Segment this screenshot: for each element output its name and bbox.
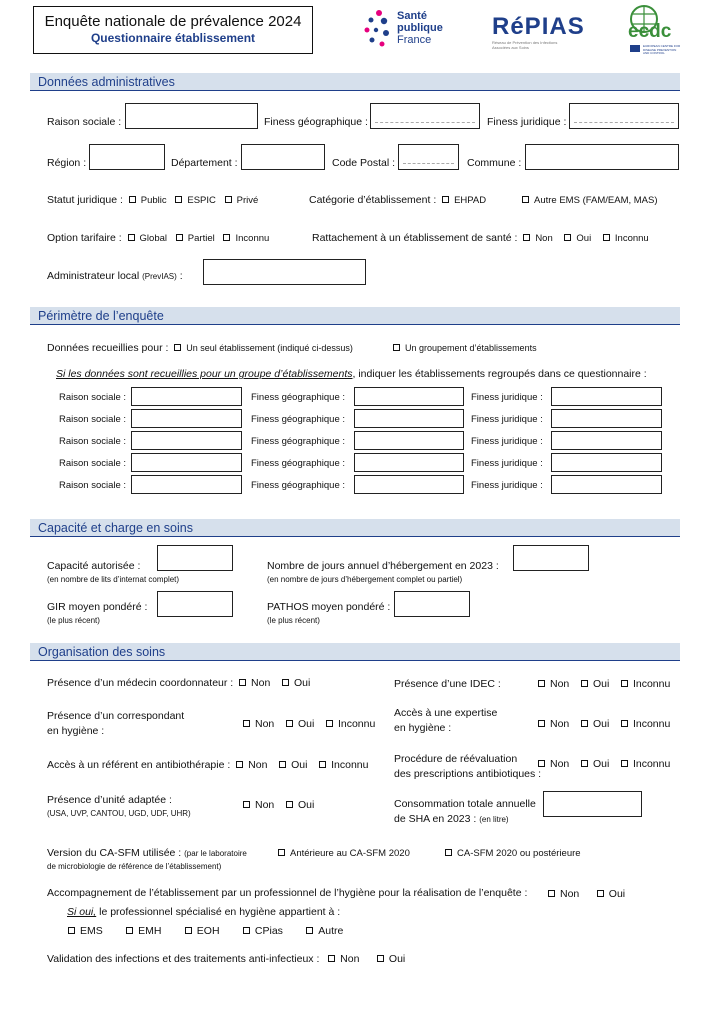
expertise-inconnu-label: Inconnu [632, 718, 671, 730]
referent-label: Accès à un référent en antibiothérapie : [47, 759, 231, 771]
corresp-oui-label: Oui [297, 718, 315, 730]
grp-finess-geo-label: Finess géographique : [251, 436, 346, 447]
seul-label: Un seul établissement (indiqué ci-dessus) [186, 343, 353, 353]
accomp-options [548, 888, 625, 900]
title-box [33, 6, 313, 54]
autre-ems-row [522, 194, 658, 207]
inconnu-checkbox[interactable] [223, 234, 230, 241]
categorie-label: Catégorie d’établissement : [309, 194, 437, 206]
global-label: Global [139, 233, 168, 244]
referent-inconnu-checkbox[interactable] [319, 761, 326, 768]
grp-finess-geo-label: Finess géographique : [251, 414, 346, 425]
emh-label: EMH [138, 925, 162, 937]
expertise-oui-checkbox[interactable] [581, 720, 588, 727]
unite-oui-label: Oui [297, 799, 315, 811]
proc-inconnu-checkbox[interactable] [621, 760, 628, 767]
si-groupe-italic: Si les données sont recueillies pour un groupe d’établissements [56, 368, 353, 380]
repias-logo [492, 14, 592, 58]
ehpad-label: EHPAD [454, 195, 487, 206]
corresp-non-checkbox[interactable] [243, 720, 250, 727]
sha-sub: (en litre) [479, 815, 509, 824]
grp-finess-geo-label: Finess géographique : [251, 480, 346, 491]
capacite-label: Capacité autorisée : [47, 560, 141, 572]
autre-ems-checkbox[interactable] [522, 196, 529, 203]
eoh-label: EOH [196, 925, 220, 937]
espic-checkbox[interactable] [175, 196, 182, 203]
ehpad-checkbox[interactable] [442, 196, 449, 203]
validation-non-label: Non [340, 953, 360, 965]
medecin-label: Présence d’un médecin coordonnateur : [47, 677, 234, 689]
section-capa [30, 519, 680, 537]
pathos-input[interactable] [394, 591, 470, 617]
pathos-label: PATHOS moyen pondéré : [267, 601, 391, 613]
ecdc-logo [622, 4, 692, 58]
spf-logo [362, 6, 462, 56]
grp-finess-geo-input[interactable] [354, 453, 464, 472]
unite-oui-checkbox[interactable] [286, 801, 293, 808]
referent-row [47, 759, 368, 771]
anterieure-row [278, 847, 410, 860]
emh-checkbox[interactable] [126, 927, 133, 934]
grp-raison-label: Raison sociale : [59, 480, 127, 491]
partiel-label: Partiel [187, 233, 215, 244]
donnees-row [47, 342, 353, 354]
section-orga-title: Organisation des soins [38, 645, 166, 659]
accomp-label: Accompagnement de l’établissement par un professionnel de l’hygiène pour la réalisation de l’enquête : [47, 887, 528, 899]
rattach-inconnu-checkbox[interactable] [603, 234, 610, 241]
proc-label-2: des prescriptions antibiotiques : [394, 768, 542, 780]
cpias-label: CPias [254, 925, 283, 937]
referent-inconnu-label: Inconnu [331, 759, 369, 771]
jours-input[interactable] [513, 545, 589, 571]
spf-line-1: Santé [397, 10, 427, 22]
groupement-row [393, 342, 537, 354]
region-label: Région : [47, 157, 87, 169]
gir-input[interactable] [157, 591, 233, 617]
rattach-oui-label: Oui [576, 233, 592, 244]
public-label: Public [140, 195, 167, 206]
casfm-sub-2: de microbiologie de référence de l’établissement) [47, 862, 222, 871]
pro-options [68, 925, 343, 937]
validation-oui-label: Oui [388, 953, 406, 965]
sha-label-2-text: de SHA en 2023 : [394, 813, 477, 825]
admin-local-row: Administrateur local (PrevIAS) : [47, 270, 183, 282]
casfm-sub-1: (par le laboratoire [184, 849, 247, 858]
spf-dots-icon [362, 6, 398, 56]
expertise-non-checkbox[interactable] [538, 720, 545, 727]
dept-input[interactable] [241, 144, 325, 170]
expertise-inconnu-checkbox[interactable] [621, 720, 628, 727]
validation-non-checkbox[interactable] [328, 955, 335, 962]
grp-raison-input[interactable] [131, 475, 242, 494]
anterieure-checkbox[interactable] [278, 849, 285, 856]
corresp-label-1: Présence d’un correspondant [47, 710, 185, 722]
accomp-non-checkbox[interactable] [548, 890, 555, 897]
section-perim-title: Périmètre de l’enquête [38, 309, 164, 323]
rattach-inconnu-label: Inconnu [614, 233, 649, 244]
unite-label: Présence d’unité adaptée : [47, 794, 172, 806]
sioui-rest: le professionnel spécialisé en hygiène appartient à : [96, 906, 341, 918]
finess-jur-input[interactable] [569, 103, 679, 129]
idec-non-checkbox[interactable] [538, 680, 545, 687]
grp-finess-jur-label: Finess juridique : [471, 458, 543, 469]
inconnu-label: Inconnu [235, 233, 270, 244]
donnees-label: Données recueillies pour : [47, 342, 169, 354]
capacite-sub: (en nombre de lits d’internat complet) [47, 575, 180, 584]
prive-checkbox[interactable] [225, 196, 232, 203]
raison-input[interactable] [125, 103, 258, 129]
validation-oui-checkbox[interactable] [377, 955, 384, 962]
unite-non-checkbox[interactable] [243, 801, 250, 808]
grp-raison-input[interactable] [131, 453, 242, 472]
expertise-non-label: Non [550, 718, 570, 730]
spf-line-3: France [397, 34, 432, 46]
autre-label: Autre [318, 925, 344, 937]
proc-non-label: Non [550, 758, 570, 770]
rattach-row [312, 232, 649, 245]
idec-inconnu-label: Inconnu [632, 678, 671, 690]
grp-finess-geo-input[interactable] [354, 475, 464, 494]
page-title: Enquête nationale de prévalence 2024 [44, 13, 302, 30]
medecin-non-checkbox[interactable] [239, 679, 246, 686]
grp-finess-jur-label: Finess juridique : [471, 392, 543, 403]
anterieure-label: Antérieure au CA-SFM 2020 [290, 848, 410, 859]
grp-finess-geo-input[interactable] [354, 387, 464, 406]
finess-geo-input[interactable] [370, 103, 480, 129]
dept-label: Département : [171, 157, 238, 169]
grp-finess-jur-input[interactable] [551, 431, 662, 450]
section-admin [30, 73, 680, 91]
cpias-checkbox[interactable] [243, 927, 250, 934]
accomp-oui-checkbox[interactable] [597, 890, 604, 897]
region-input[interactable] [89, 144, 165, 170]
commune-label: Commune : [467, 157, 522, 169]
casfm-label: Version du CA-SFM utilisée : [47, 847, 182, 859]
jours-label: Nombre de jours annuel d’hébergement en 2023 : [267, 560, 499, 572]
rattach-oui-checkbox[interactable] [564, 234, 571, 241]
finess-geo-label: Finess géographique : [264, 116, 368, 128]
section-admin-title: Données administratives [38, 75, 175, 89]
spf-line-2: publique [397, 22, 443, 34]
referent-non-label: Non [248, 759, 268, 771]
proc-non-checkbox[interactable] [538, 760, 545, 767]
expertise-oui-label: Oui [592, 718, 610, 730]
sioui-italic: Si oui, [67, 906, 97, 918]
idec-non-label: Non [550, 678, 570, 690]
espic-label: ESPIC [187, 195, 216, 206]
posterieure-row [445, 847, 581, 860]
validation-label: Validation des infections et des traitements anti-infectieux : [47, 953, 320, 965]
gir-sub: (le plus récent) [47, 616, 100, 625]
finess-jur-label: Finess juridique : [487, 116, 567, 128]
grp-raison-label: Raison sociale : [59, 414, 127, 425]
cp-input[interactable] [398, 144, 459, 170]
grp-raison-label: Raison sociale : [59, 436, 127, 447]
grp-finess-jur-input[interactable] [551, 387, 662, 406]
idec-oui-checkbox[interactable] [581, 680, 588, 687]
raison-label: Raison sociale : [47, 116, 122, 128]
rattach-non-label: Non [535, 233, 553, 244]
grp-finess-geo-label: Finess géographique : [251, 458, 346, 469]
corresp-label-2: en hygiène : [47, 725, 105, 737]
unite-non-label: Non [255, 799, 275, 811]
grp-finess-geo-input[interactable] [354, 431, 464, 450]
grp-raison-label: Raison sociale : [59, 392, 127, 403]
groupement-label: Un groupement d’établissements [405, 343, 537, 353]
corresp-inconnu-label: Inconnu [337, 718, 376, 730]
referent-non-checkbox[interactable] [236, 761, 243, 768]
proc-options [538, 758, 670, 770]
admin-local-input[interactable] [203, 259, 366, 285]
proc-oui-label: Oui [592, 758, 610, 770]
ecdc-subtext: EUROPEAN CENTRE FOR DISEASE PREVENTION AND CONTROL [643, 44, 681, 55]
page-subtitle: Questionnaire établissement [90, 31, 256, 45]
commune-input[interactable] [525, 144, 679, 170]
grp-raison-label: Raison sociale : [59, 458, 127, 469]
grp-finess-jur-input[interactable] [551, 409, 662, 428]
public-checkbox[interactable] [129, 196, 136, 203]
ems-label: EMS [80, 925, 103, 937]
section-orga [30, 643, 680, 661]
grp-finess-jur-input[interactable] [551, 475, 662, 494]
corresp-non-label: Non [255, 718, 275, 730]
groupement-checkbox[interactable] [393, 344, 400, 351]
grp-finess-jur-input[interactable] [551, 453, 662, 472]
repias-text: RéPIAS [492, 13, 585, 40]
medecin-oui-checkbox[interactable] [282, 679, 289, 686]
autre-checkbox[interactable] [306, 927, 313, 934]
grp-finess-jur-label: Finess juridique : [471, 480, 543, 491]
medecin-oui-label: Oui [293, 677, 311, 689]
expertise-label-1: Accès à une expertise [394, 707, 498, 719]
medecin-non-label: Non [251, 677, 271, 689]
idec-oui-label: Oui [592, 678, 610, 690]
global-checkbox[interactable] [128, 234, 135, 241]
eoh-checkbox[interactable] [185, 927, 192, 934]
accomp-oui-label: Oui [608, 888, 626, 900]
posterieure-label: CA-SFM 2020 ou postérieure [457, 848, 581, 859]
statut-row [47, 194, 258, 207]
grp-raison-input[interactable] [131, 387, 242, 406]
expertise-label-2: en hygiène : [394, 722, 452, 734]
sha-label-2 [394, 813, 509, 825]
corresp-options [243, 718, 375, 730]
grp-raison-input[interactable] [131, 431, 242, 450]
categorie-row [309, 194, 486, 207]
grp-raison-input[interactable] [131, 409, 242, 428]
si-groupe-text [56, 368, 647, 380]
option-row [47, 232, 269, 245]
eu-flag-icon [630, 45, 640, 52]
idec-inconnu-checkbox[interactable] [621, 680, 628, 687]
accomp-non-label: Non [560, 888, 580, 900]
grp-finess-jur-label: Finess juridique : [471, 414, 543, 425]
previas-label: (PrevIAS) [142, 272, 177, 281]
expertise-options [538, 718, 670, 730]
gir-label: GIR moyen pondéré : [47, 601, 148, 613]
proc-inconnu-label: Inconnu [632, 758, 671, 770]
referent-oui-label: Oui [291, 759, 308, 771]
sha-input[interactable] [543, 791, 642, 817]
ems-checkbox[interactable] [68, 927, 75, 934]
admin-local-label: Administrateur local [47, 270, 140, 282]
capacite-input[interactable] [157, 545, 233, 571]
unite-sub: (USA, UVP, CANTOU, UGD, UDF, UHR) [47, 809, 191, 818]
sha-label-1: Consommation totale annuelle [394, 798, 536, 810]
section-capa-title: Capacité et charge en soins [38, 521, 193, 535]
partiel-checkbox[interactable] [176, 234, 183, 241]
idec-options [538, 678, 670, 690]
rattach-non-checkbox[interactable] [523, 234, 530, 241]
validation-row [47, 953, 405, 965]
si-groupe-rest: , indiquer les établissements regroupés dans ce questionnaire : [352, 368, 647, 380]
corresp-oui-checkbox[interactable] [286, 720, 293, 727]
grp-finess-geo-label: Finess géographique : [251, 392, 346, 403]
pathos-sub: (le plus récent) [267, 616, 320, 625]
corresp-inconnu-checkbox[interactable] [326, 720, 333, 727]
autre-ems-label: Autre EMS (FAM/EAM, MAS) [534, 195, 658, 206]
medecin-row [47, 677, 310, 689]
jours-sub: (en nombre de jours d’hébergement complet ou partiel) [267, 575, 463, 584]
unite-options [243, 799, 314, 811]
proc-oui-checkbox[interactable] [581, 760, 588, 767]
idec-label: Présence d’une IDEC : [394, 678, 501, 690]
statut-label: Statut juridique : [47, 194, 123, 206]
cp-label: Code Postal : [332, 157, 396, 169]
proc-label-1: Procédure de réévaluation [394, 753, 518, 765]
rattach-label: Rattachement à un établissement de santé : [312, 232, 518, 244]
seul-checkbox[interactable] [174, 344, 181, 351]
grp-finess-geo-input[interactable] [354, 409, 464, 428]
option-label: Option tarifaire : [47, 232, 122, 244]
grp-finess-jur-label: Finess juridique : [471, 436, 543, 447]
casfm-row [47, 847, 247, 859]
sioui-row [67, 906, 340, 918]
ecdc-text: ecdc [628, 21, 672, 42]
repias-subtext: Réseau de Prévention des Infections Associées aux Soins [492, 40, 558, 50]
prive-label: Privé [236, 195, 259, 206]
section-perim [30, 307, 680, 325]
posterieure-checkbox[interactable] [445, 849, 452, 856]
referent-oui-checkbox[interactable] [279, 761, 286, 768]
